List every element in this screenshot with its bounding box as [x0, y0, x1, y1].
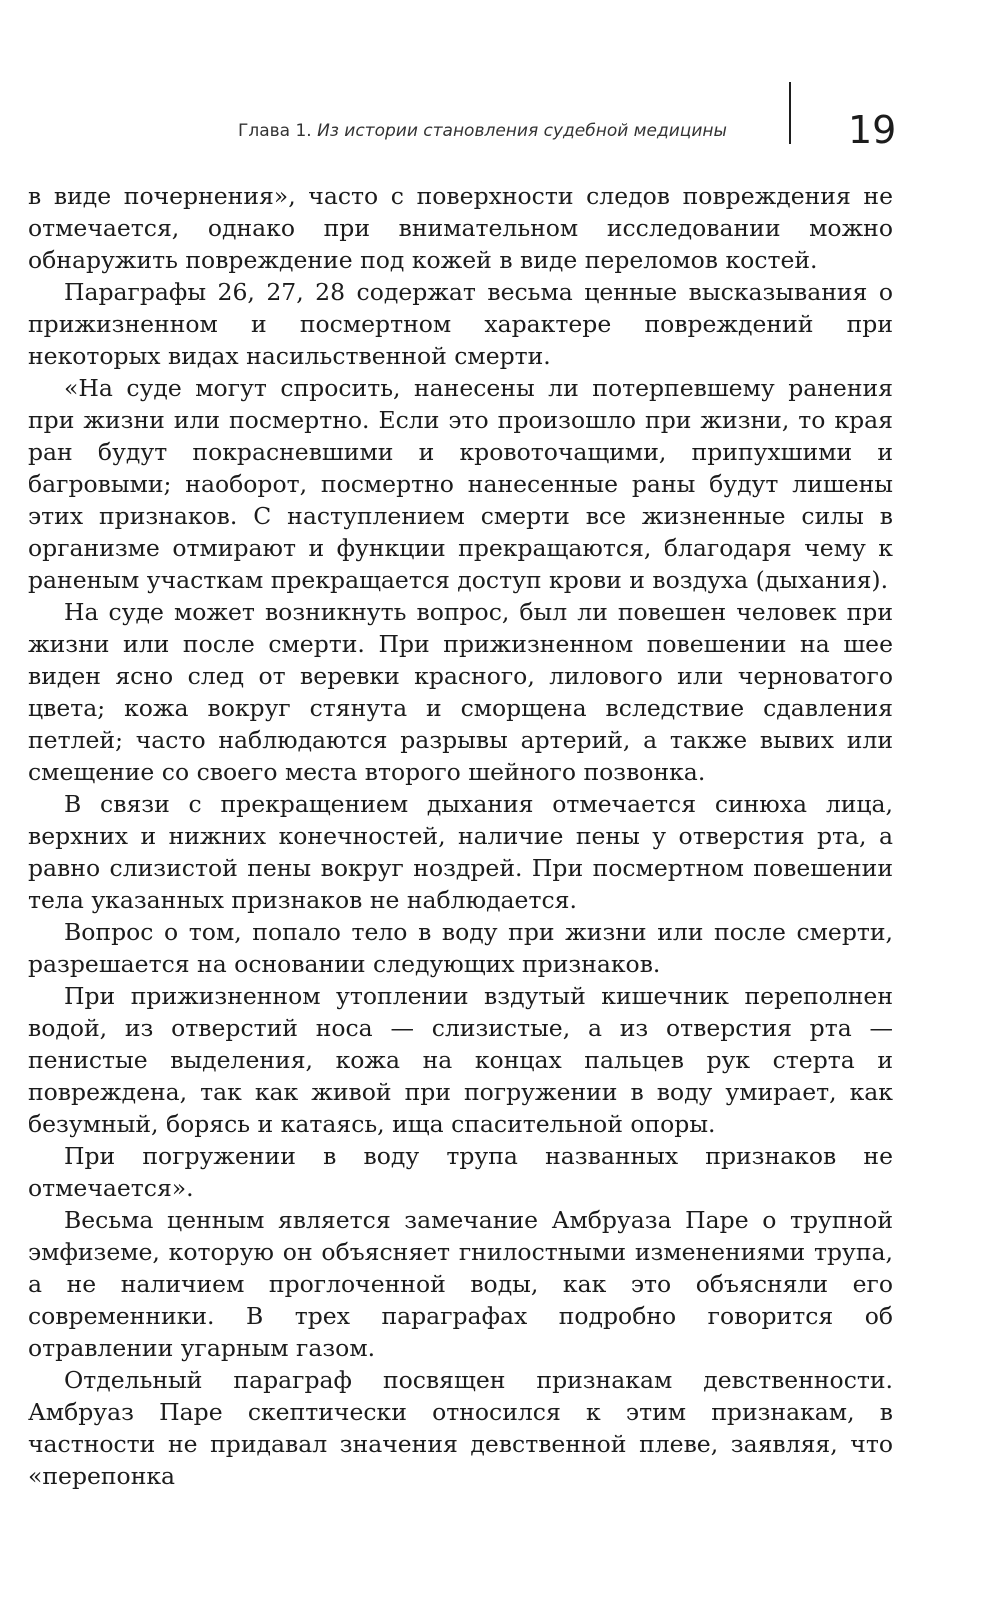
paragraph: Весьма ценным является замечание Амбруаза Паре о трупной эмфиземе, которую он объясняет гнилостными изменениями трупа, а не наличием проглоченной воды, как это объясняли его современники. В трех параграфах подробно говорится об отравлении угарным газом.	[28, 1206, 893, 1362]
chapter-title: Из истории становления судебной медицины	[317, 121, 727, 141]
header-divider	[789, 82, 791, 144]
page-number: 19	[848, 108, 897, 152]
paragraph: На суде может возникнуть вопрос, был ли повешен человек при жизни или после смерти. При прижизненном повешении на шее виден ясно след от веревки красного, лилового или черноватого цвета; кожа вокруг стянута и сморщена вследствие сдавления петлей; часто наблюдаются разрывы артерий, а также вывих или смещение со своего места второго шейного позвонка.	[28, 598, 893, 786]
paragraph: «На суде могут спросить, нанесены ли потерпевшему ранения при жизни или посмертно. Если это произошло при жизни, то края ран будут покрасневшими и кровоточащими, припухшими и багровыми; наоборот, посмертно нанесенные раны будут лишены этих признаков. С наступлением смерти все жизненные силы в организме отмирают и функции прекращаются, благодаря чему к раненым участкам прекращается доступ крови и воздуха (дыхания).	[28, 374, 893, 594]
paragraph: В связи с прекращением дыхания отмечается синюха лица, верхних и нижних конечностей, наличие пены у отверстия рта, а равно слизистой пены вокруг ноздрей. При посмертном повешении тела указанных признаков не наблюдается.	[28, 790, 893, 914]
page-header	[0, 0, 1000, 160]
chapter-number: Глава 1.	[238, 121, 312, 141]
paragraph: в виде почернения», часто с поверхности следов повреждения не отмечается, однако при внимательном исследовании можно обнаружить повреждение под кожей в виде переломов костей.	[28, 182, 893, 274]
paragraph: Параграфы 26, 27, 28 содержат весьма ценные высказывания о прижизненном и посмертном характере повреждений при некоторых видах насильственной смерти.	[28, 278, 893, 370]
paragraph: Вопрос о том, попало тело в воду при жизни или после смерти, разрешается на основании следующих признаков.	[28, 918, 893, 978]
running-head	[238, 121, 727, 141]
paragraph: При прижизненном утоплении вздутый кишечник переполнен водой, из отверстий носа — слизистые, а из отверстия рта — пенистые выделения, кожа на концах пальцев рук стерта и повреждена, так как живой при погружении в воду умирает, как безумный, борясь и катаясь, ища спасительной опоры.	[28, 982, 893, 1138]
body-text	[28, 180, 893, 1492]
paragraph: Отдельный параграф посвящен признакам девственности. Амбруаз Паре скептически относился к этим признакам, в частности не придавал значения девственной плеве, заявляя, что «перепонка	[28, 1366, 893, 1490]
paragraph: При погружении в воду трупа названных признаков не отмечается».	[28, 1142, 893, 1202]
